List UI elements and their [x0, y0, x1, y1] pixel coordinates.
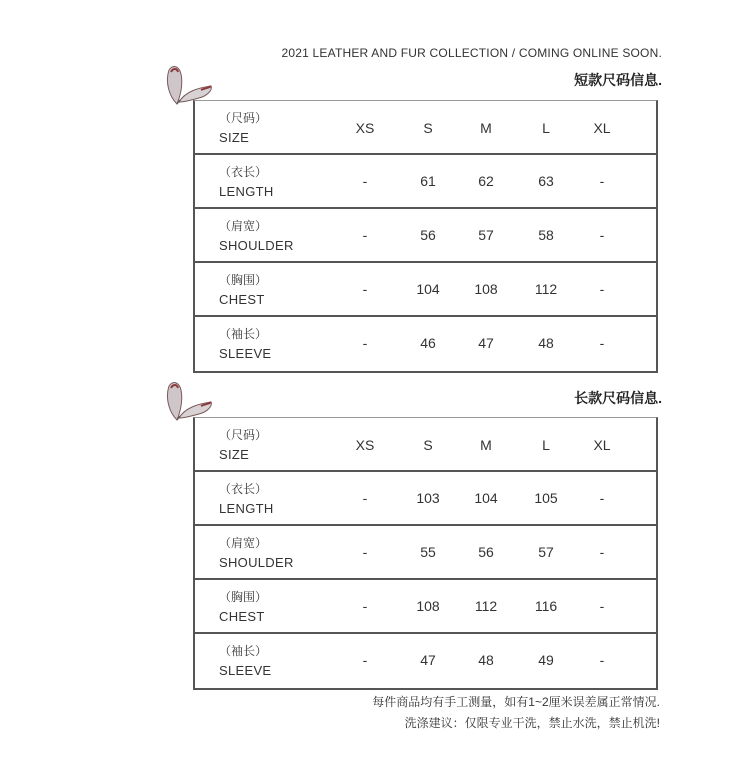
- row-label-en: LENGTH: [219, 501, 274, 516]
- row-label: [219, 163, 274, 201]
- table-row-chest: [195, 580, 656, 634]
- row-label: [219, 325, 271, 363]
- row-label-cn: （衣长）: [219, 482, 268, 496]
- collection-header: 2021 LEATHER AND FUR COLLECTION / COMING ONLINE SOON.: [281, 46, 662, 60]
- table-header-row: [195, 418, 656, 472]
- row-label: [219, 426, 267, 464]
- table-cell: 61: [420, 173, 436, 189]
- row-label-en: LENGTH: [219, 184, 274, 199]
- table-cell: 63: [538, 173, 554, 189]
- size-m: M: [480, 120, 492, 136]
- table-cell: 112: [474, 598, 498, 614]
- row-label: [219, 109, 267, 147]
- row-label: [219, 588, 267, 626]
- table-cell: -: [362, 335, 368, 351]
- row-label-cn: （肩宽）: [219, 536, 268, 550]
- table-cell: 112: [534, 281, 558, 297]
- row-label: [219, 480, 274, 518]
- table-cell: -: [599, 227, 605, 243]
- table-cell: 105: [534, 490, 558, 506]
- table-cell: 46: [420, 335, 436, 351]
- row-label-cn: （肩宽）: [219, 219, 268, 233]
- size-s: S: [423, 437, 433, 453]
- row-label-cn: （尺码）: [219, 428, 268, 442]
- table-cell: 56: [420, 227, 436, 243]
- table-row-sleeve: [195, 634, 656, 688]
- table-row-shoulder: [195, 526, 656, 580]
- table-cell: 55: [420, 544, 436, 560]
- row-label: [219, 642, 271, 680]
- table-cell: -: [362, 173, 368, 189]
- row-label-en: SLEEVE: [219, 346, 272, 361]
- row-label-cn: （袖长）: [219, 327, 268, 341]
- table-cell: -: [362, 227, 368, 243]
- table-row-chest: [195, 263, 656, 317]
- table-cell: -: [599, 652, 605, 668]
- table-cell: 48: [478, 652, 494, 668]
- table-cell: -: [599, 490, 605, 506]
- table-cell: 103: [416, 490, 440, 506]
- short-size-table: [193, 100, 658, 373]
- table-cell: -: [599, 173, 605, 189]
- row-label-cn: （袖长）: [219, 644, 268, 658]
- table-cell: -: [362, 281, 368, 297]
- table-cell: -: [362, 652, 368, 668]
- table-cell: -: [362, 598, 368, 614]
- row-label: [219, 534, 294, 572]
- table-cell: 62: [478, 173, 494, 189]
- size-xs: XS: [355, 437, 375, 453]
- table-cell: 56: [478, 544, 494, 560]
- size-xl: XL: [593, 120, 611, 136]
- row-label-cn: （尺码）: [219, 111, 268, 125]
- size-s: S: [423, 120, 433, 136]
- table-cell: 104: [416, 281, 440, 297]
- table-row-length: [195, 155, 656, 209]
- row-label-en: SHOULDER: [219, 555, 294, 570]
- table-row-sleeve: [195, 317, 656, 371]
- long-size-table: [193, 417, 658, 690]
- table-row-length: [195, 472, 656, 526]
- table-cell: 104: [474, 490, 498, 506]
- size-l: L: [542, 437, 550, 453]
- row-label-cn: （衣长）: [219, 165, 268, 179]
- table-cell: 47: [420, 652, 436, 668]
- size-m: M: [480, 437, 492, 453]
- row-label-en: CHEST: [219, 609, 265, 624]
- size-xs: XS: [355, 120, 375, 136]
- table-cell: -: [599, 544, 605, 560]
- table-cell: 57: [478, 227, 494, 243]
- row-label-en: SLEEVE: [219, 663, 272, 678]
- size-l: L: [542, 120, 550, 136]
- table-cell: 58: [538, 227, 554, 243]
- size-xl: XL: [593, 437, 611, 453]
- row-label-en: SIZE: [219, 447, 250, 462]
- table-cell: 57: [538, 544, 554, 560]
- table-cell: -: [599, 281, 605, 297]
- wash-note: 洗涤建议：仅限专业干洗，禁止水洗，禁止机洗!: [404, 716, 660, 730]
- table-cell: -: [599, 335, 605, 351]
- table-row-shoulder: [195, 209, 656, 263]
- table-cell: 49: [538, 652, 554, 668]
- table-cell: 108: [416, 598, 440, 614]
- table-cell: -: [362, 544, 368, 560]
- row-label-cn: （胸围）: [219, 273, 268, 287]
- row-label-en: SIZE: [219, 130, 250, 145]
- short-section-title: 短款尺码信息.: [574, 72, 662, 88]
- table-cell: 48: [538, 335, 554, 351]
- row-label-cn: （胸围）: [219, 590, 268, 604]
- measure-note: 每件商品均有手工测量，如有1~2厘米误差属正常情况.: [372, 695, 660, 709]
- table-cell: -: [362, 490, 368, 506]
- table-cell: 108: [474, 281, 498, 297]
- table-cell: 47: [478, 335, 494, 351]
- table-header-row: [195, 101, 656, 155]
- table-cell: 116: [534, 598, 558, 614]
- row-label-en: SHOULDER: [219, 238, 294, 253]
- row-label: [219, 271, 267, 309]
- row-label: [219, 217, 294, 255]
- long-section-title: 长款尺码信息.: [574, 390, 662, 406]
- row-label-en: CHEST: [219, 292, 265, 307]
- table-cell: -: [599, 598, 605, 614]
